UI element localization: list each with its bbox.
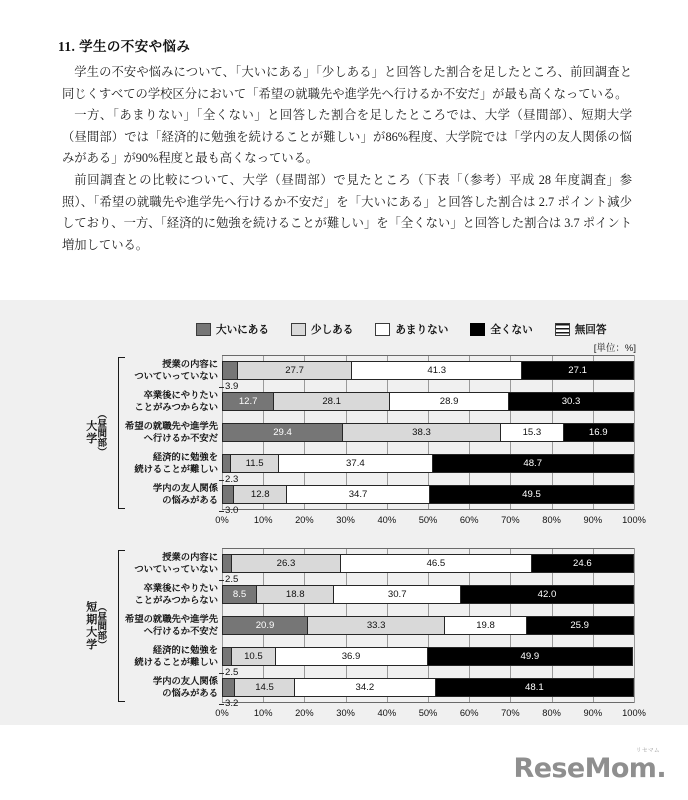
category-label-line: ついていっていない: [134, 370, 218, 381]
bar-segment: [231, 454, 278, 473]
x-axis-labels: [215, 708, 646, 722]
bar-row: [222, 448, 634, 485]
category-label-line: 続けることが難しい: [134, 463, 218, 474]
bar-segment: [295, 678, 436, 697]
stacked-bar: [222, 647, 634, 678]
bar-segment: [334, 585, 460, 604]
category-label: [128, 579, 218, 610]
bar-segment: [501, 423, 564, 442]
bar-segment-value: 38.3: [412, 427, 431, 438]
logo-ruby-text: リセマム: [636, 747, 660, 754]
bar-segment: [235, 678, 295, 697]
bar-segment-value: 20.9: [255, 620, 275, 631]
stacked-bar: [222, 554, 634, 585]
category-label-line: ついていっていない: [134, 563, 218, 574]
black-swatch: [470, 323, 485, 336]
x-axis-tick-label: 70%: [501, 515, 520, 525]
bar-segment-value-callout: 3.0: [225, 505, 239, 516]
group-bracket: [118, 357, 125, 509]
x-axis-tick-label: 80%: [542, 708, 561, 718]
bar-segment-value: 19.8: [476, 620, 495, 631]
category-label-line: 学内の友人関係: [152, 676, 218, 686]
x-axis-tick-label: 90%: [583, 708, 603, 718]
unit-note: [単位：%]: [593, 343, 636, 354]
bar-segment-value: 28.9: [439, 396, 459, 407]
white-swatch: [375, 323, 390, 336]
stacked-bar: [222, 454, 634, 485]
bar-segment: [509, 392, 634, 411]
bar-segment: [222, 485, 239, 516]
bar-segment: [276, 647, 428, 666]
bar-segment: [527, 616, 634, 635]
category-label-line: 授業の内容に: [162, 359, 218, 369]
bar-segment: [430, 485, 634, 504]
x-axis-tick-label: 70%: [501, 708, 520, 718]
category-label: [128, 386, 218, 417]
category-label-list: [125, 548, 218, 703]
bar-segment: [445, 616, 527, 635]
category-label: [128, 479, 218, 510]
dark-gray-swatch: [196, 323, 211, 336]
category-label-line: の悩みがある: [162, 494, 218, 505]
category-label-line: 経済的に勉強を: [152, 452, 218, 462]
category-label-line: 授業の内容に: [162, 552, 218, 562]
bar-segment-value: 24.6: [573, 558, 592, 569]
striped-swatch: [555, 323, 570, 336]
bar-segment-value: 49.9: [520, 651, 540, 662]
group-label-sub: （昼間部）: [95, 601, 107, 650]
logo-wordmark: ReseMom.: [513, 753, 666, 784]
category-label-line: の悩みがある: [162, 687, 218, 698]
bar-row: [222, 672, 634, 709]
x-axis-tick-label: 30%: [336, 708, 355, 718]
bar-segment-value: 11.5: [245, 458, 264, 469]
bar-segment: [222, 585, 257, 604]
category-label: [128, 355, 218, 386]
bar-row: [222, 386, 634, 417]
bar-segment-value: 34.2: [355, 682, 375, 693]
bar-segment-value: 37.4: [346, 458, 365, 469]
bar-segment-value-callout: 2.5: [225, 574, 239, 585]
category-label-list: [125, 355, 218, 510]
legend-label: 無回答: [574, 324, 607, 336]
legend-label: 全くない: [490, 324, 533, 336]
category-label-line: 卒業後にやりたい: [143, 390, 218, 400]
bar-segment: [222, 392, 274, 411]
page-title: 11. 学生の不安や悩み: [58, 39, 191, 55]
x-axis-tick-label: 10%: [253, 708, 273, 718]
stacked-bar: [222, 485, 634, 516]
gridline: [634, 355, 635, 510]
bar-row: [222, 417, 634, 448]
x-axis-tick-label: 60%: [459, 515, 479, 525]
bar-segment-value: 14.5: [255, 682, 274, 693]
bar-segment-value-callout: 2.5: [225, 667, 239, 678]
paragraph-1: 学生の不安や悩みについて、「大いにある」「少しある」と回答した割合を足したところ、前回調査と同じくすべての学校区分において「希望の就職先や進学先へ行けるか不安だ」が最も高くなっている。: [62, 65, 632, 101]
plot-area: [222, 355, 634, 516]
category-label-line: 続けることが難しい: [134, 656, 218, 667]
bar-segment: [341, 554, 533, 573]
category-label-line: 希望の就職先や進学先: [125, 421, 218, 431]
gridline: [634, 548, 635, 703]
legend-label: 大いにある: [216, 324, 269, 336]
bar-segment: [274, 392, 390, 411]
stacked-bar: [222, 678, 634, 709]
stacked-bar: [222, 361, 634, 392]
bar-segment-value: 41.3: [427, 365, 447, 376]
bar-segment-value: 15.3: [522, 427, 542, 438]
x-axis-tick-label: 80%: [542, 515, 561, 525]
bar-segment: [428, 647, 634, 666]
bar-segment: [461, 585, 634, 604]
bar-segment: [234, 485, 287, 504]
paragraph-3: 前回調査との比較について、大学（昼間部）で見たところ（下表「（参考）平成 28 年度調査」参照）、「希望の就職先や進学先へ行けるか不安だ」を「大いにある」と回答した割合は 2.7 ポイント減少しており、一方、「経済的に勉強を続けることが難しい」を「全くない」と回答した割合は 3.7 ポイント増加している。: [62, 172, 632, 252]
bar-row: [222, 610, 634, 641]
group-axis-label: [74, 355, 116, 510]
group-bracket: [118, 550, 125, 702]
bar-segment-value: 27.1: [568, 365, 587, 376]
bar-segment: [222, 361, 239, 392]
stacked-bar: [222, 616, 634, 635]
legend-item: [470, 322, 532, 337]
bar-segment: [222, 423, 343, 442]
bar-segment: [436, 678, 634, 697]
group-label-main: 大学: [84, 420, 97, 445]
category-label-line: 学内の友人関係: [152, 483, 218, 493]
chart-legend: [196, 322, 606, 337]
category-label-line: 希望の就職先や進学先: [125, 614, 218, 624]
bar-segment-value: 26.3: [276, 558, 296, 569]
x-axis-tick-label: 50%: [418, 708, 438, 718]
category-label-line: ことがみつからない: [134, 594, 218, 605]
bar-segment-value: 48.7: [523, 458, 543, 469]
body-text: [62, 62, 632, 256]
legend-item: [375, 322, 448, 337]
x-axis-tick-label: 50%: [418, 515, 438, 525]
bar-segment-value: 48.1: [525, 682, 544, 693]
x-axis-tick-label: 30%: [336, 515, 355, 525]
bar-segment-value: 46.5: [426, 558, 446, 569]
x-axis-tick-label: 20%: [295, 708, 314, 718]
category-label: [128, 548, 218, 579]
bar-segment-value: 33.3: [366, 620, 386, 631]
category-label-line: 経済的に勉強を: [152, 645, 218, 655]
category-label: [128, 672, 218, 703]
legend-item: [291, 322, 353, 337]
bar-segment-value: 8.5: [232, 589, 247, 600]
bar-row: [222, 641, 634, 678]
bar-segment: [232, 647, 275, 666]
bar-segment-value: 28.1: [322, 396, 342, 407]
bar-segment: [390, 392, 509, 411]
legend-label: 少しある: [310, 324, 354, 336]
stacked-bar: [222, 392, 634, 411]
category-label-line: ことがみつからない: [134, 401, 218, 412]
bar-segment-value: 12.7: [238, 396, 258, 407]
bar-segment: [522, 361, 634, 380]
x-axis-tick-label: 0%: [215, 708, 229, 718]
bar-segment: [564, 423, 634, 442]
bar-segment-value: 27.7: [285, 365, 304, 376]
bar-segment-value-callout: 3.2: [225, 698, 239, 709]
bar-segment-value-callout: 3.9: [225, 381, 239, 392]
bar-segment-value: 42.0: [537, 589, 557, 600]
bar-segment-value: 29.4: [273, 427, 292, 438]
bar-segment: [343, 423, 501, 442]
bar-row: [222, 548, 634, 585]
bar-row: [222, 355, 634, 392]
bar-segment: [279, 454, 433, 473]
x-axis-labels: [215, 515, 646, 529]
bar-row: [222, 579, 634, 610]
group-axis-label: [74, 548, 116, 703]
group-label-sub: （昼間部）: [95, 408, 107, 457]
legend-label: あまりない: [395, 324, 449, 336]
bar-segment: [222, 554, 239, 585]
stacked-bar: [222, 423, 634, 442]
bar-segment: [308, 616, 445, 635]
x-axis-tick-label: 0%: [215, 515, 229, 525]
category-label: [125, 610, 218, 641]
bar-segment: [222, 678, 239, 709]
bar-segment-value: 49.5: [522, 489, 541, 500]
bar-segment: [352, 361, 522, 380]
bar-segment: [532, 554, 633, 573]
x-axis-tick-label: 40%: [377, 515, 397, 525]
bar-segment: [433, 454, 634, 473]
bar-segment: [287, 485, 430, 504]
category-label: [128, 641, 218, 672]
bar-segment-value: 34.7: [348, 489, 368, 500]
x-axis-tick-label: 100%: [622, 708, 646, 718]
group-label-main: 短期大学: [84, 600, 97, 651]
bar-segment: [222, 616, 308, 635]
x-axis-tick-label: 60%: [459, 708, 479, 718]
bar-segment-value-callout: 2.3: [225, 474, 239, 485]
bar-segment: [232, 554, 340, 573]
bar-segment-value: 18.8: [285, 589, 305, 600]
bar-segment-value: 12.8: [250, 489, 270, 500]
legend-item: [196, 322, 269, 337]
category-label-line: 卒業後にやりたい: [143, 583, 218, 593]
bar-segment-value: 25.9: [570, 620, 590, 631]
x-axis-tick-label: 40%: [377, 708, 397, 718]
bar-segment: [222, 454, 239, 485]
bar-segment-value: 16.9: [588, 427, 608, 438]
stacked-bar: [222, 585, 634, 604]
x-axis-tick-label: 10%: [253, 515, 273, 525]
bar-segment: [257, 585, 334, 604]
bar-segment-value: 30.7: [387, 589, 407, 600]
x-axis-tick-label: 20%: [295, 515, 314, 525]
bar-segment: [222, 647, 239, 678]
bar-segment-value: 36.9: [341, 651, 361, 662]
light-gray-swatch: [291, 323, 306, 336]
bar-row: [222, 479, 634, 516]
plot-area: [222, 548, 634, 709]
x-axis-tick-label: 100%: [622, 515, 646, 525]
resemom-logo: [514, 749, 667, 783]
bar-segment-value: 10.5: [244, 651, 263, 662]
bar-segment: [238, 361, 352, 380]
category-label: [125, 417, 218, 448]
x-axis-tick-label: 90%: [583, 515, 603, 525]
category-label: [128, 448, 218, 479]
bar-segment-value: 30.3: [561, 396, 581, 407]
category-label-line: へ行けるか不安だ: [143, 625, 218, 636]
legend-item: [555, 322, 607, 337]
category-label-line: へ行けるか不安だ: [143, 432, 218, 443]
paragraph-2: 一方、「あまりない」「全くない」と回答した割合を足したところでは、大学（昼間部）、短期大学（昼間部）では「経済的に勉強を続けることが難しい」が86%程度、大学院では「学内の友人関係の悩みがある」が90%程度と最も高くなっている。: [62, 108, 632, 166]
